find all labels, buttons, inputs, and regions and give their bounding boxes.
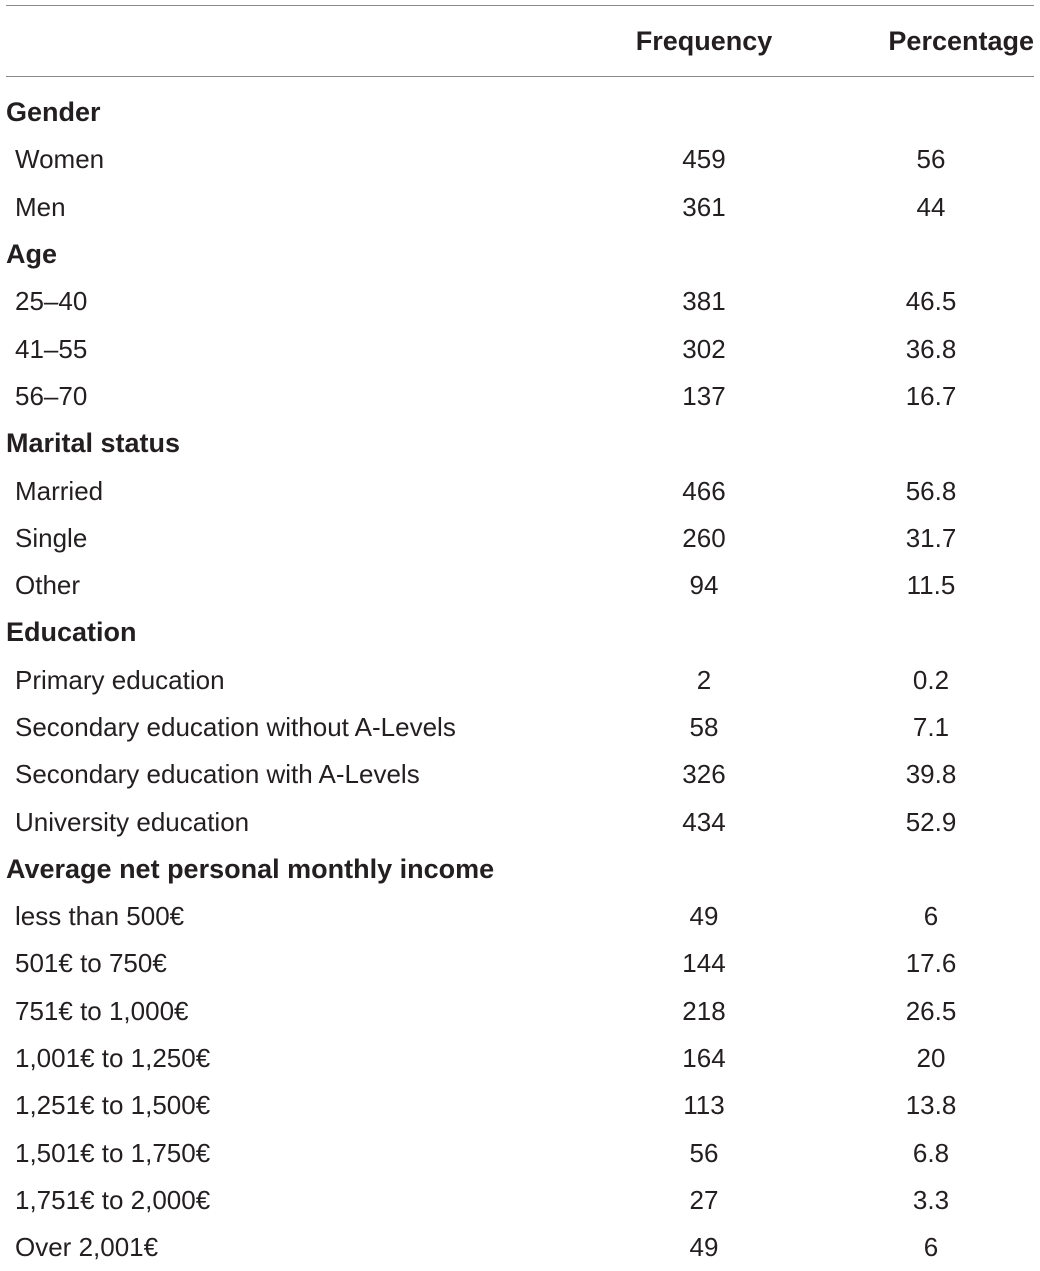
row-label: Single	[15, 522, 88, 553]
percentage-cell: 31.7	[905, 522, 957, 553]
row-label: Primary education	[15, 664, 225, 695]
percentage-cell: 13.8	[905, 1090, 957, 1121]
row-label: 1,751€ to 2,000€	[15, 1184, 211, 1215]
percentage-cell: 52.9	[905, 806, 957, 837]
frequency-cell: 466	[682, 475, 726, 506]
section-label: Education	[6, 617, 137, 648]
percentage-cell: 0.2	[912, 664, 950, 695]
table-row	[6, 136, 1034, 183]
frequency-cell: 326	[682, 759, 726, 790]
section-row	[6, 89, 1034, 136]
table-row	[6, 893, 1034, 940]
section-row	[6, 231, 1034, 278]
frequency-cell: 2	[696, 664, 712, 695]
row-label: 501€ to 750€	[15, 948, 167, 979]
table-header	[6, 6, 1034, 76]
percentage-cell: 46.5	[905, 286, 957, 317]
table-row	[6, 657, 1034, 704]
row-label: Men	[15, 191, 66, 222]
table-row	[6, 373, 1034, 420]
table-row	[6, 940, 1034, 987]
table-row	[6, 278, 1034, 325]
row-label: Secondary education with A-Levels	[15, 759, 420, 790]
frequency-cell: 459	[682, 144, 726, 175]
row-label: 25–40	[15, 286, 88, 317]
table-body	[6, 77, 1034, 1271]
header-percentage: Percentage	[888, 25, 1034, 56]
percentage-cell: 3.3	[912, 1184, 950, 1215]
frequency-cell: 49	[689, 1232, 719, 1263]
percentage-cell: 26.5	[905, 995, 957, 1026]
percentage-cell: 56	[916, 144, 946, 175]
table-row	[6, 1177, 1034, 1224]
table-row	[6, 1130, 1034, 1177]
row-label: 1,001€ to 1,250€	[15, 1043, 211, 1074]
demographics-table	[6, 5, 1034, 1271]
row-label: 41–55	[15, 333, 88, 364]
row-label: Over 2,001€	[15, 1232, 159, 1263]
percentage-cell: 39.8	[905, 759, 957, 790]
percentage-cell: 44	[916, 191, 946, 222]
table-row	[6, 562, 1034, 609]
percentage-cell: 6	[923, 1232, 939, 1263]
section-label: Marital status	[6, 428, 181, 459]
percentage-cell: 11.5	[906, 570, 956, 601]
row-label: Other	[15, 570, 81, 601]
frequency-cell: 56	[689, 1137, 719, 1168]
percentage-cell: 56.8	[905, 475, 957, 506]
table-row	[6, 704, 1034, 751]
percentage-cell: 36.8	[905, 333, 957, 364]
table-row	[6, 1035, 1034, 1082]
section-label: Average net personal monthly income	[6, 853, 495, 884]
frequency-cell: 218	[682, 995, 726, 1026]
frequency-cell: 58	[689, 712, 719, 742]
table-row	[6, 988, 1034, 1035]
frequency-cell: 260	[682, 522, 726, 553]
frequency-cell: 144	[682, 948, 726, 979]
section-label: Age	[6, 239, 58, 270]
frequency-cell: 302	[682, 333, 726, 364]
table-row	[6, 1082, 1034, 1129]
row-label: 56–70	[15, 380, 88, 411]
frequency-cell: 137	[682, 380, 726, 411]
table-row	[6, 798, 1034, 845]
row-label: Married	[15, 475, 104, 506]
section-label: Gender	[6, 97, 101, 128]
percentage-cell: 6.8	[912, 1137, 950, 1168]
frequency-cell: 381	[682, 286, 726, 317]
percentage-cell: 6	[923, 901, 939, 932]
frequency-cell: 113	[683, 1090, 725, 1121]
frequency-cell: 49	[689, 901, 719, 932]
header-frequency: Frequency	[635, 25, 773, 56]
section-row	[6, 609, 1034, 656]
row-label: Women	[15, 144, 105, 175]
row-label: 1,251€ to 1,500€	[15, 1090, 211, 1121]
percentage-cell: 16.7	[905, 380, 957, 411]
table-row	[6, 751, 1034, 798]
table-row	[6, 1224, 1034, 1271]
row-label: Secondary education without A-Levels	[15, 712, 456, 742]
frequency-cell: 434	[682, 806, 726, 837]
row-label: 751€ to 1,000€	[15, 995, 189, 1026]
frequency-cell: 27	[689, 1184, 719, 1215]
percentage-cell: 7.1	[912, 712, 950, 742]
frequency-cell: 164	[682, 1043, 726, 1074]
table-row	[6, 467, 1034, 514]
table-row	[6, 325, 1034, 372]
frequency-cell: 94	[689, 570, 719, 601]
row-label: 1,501€ to 1,750€	[15, 1137, 211, 1168]
section-row	[6, 846, 1034, 893]
section-row	[6, 420, 1034, 467]
percentage-cell: 17.6	[905, 948, 957, 979]
table-row	[6, 184, 1034, 231]
row-label: University education	[15, 806, 250, 837]
percentage-cell: 20	[916, 1043, 946, 1074]
frequency-cell: 361	[682, 191, 726, 222]
row-label: less than 500€	[15, 901, 185, 932]
table-row	[6, 515, 1034, 562]
